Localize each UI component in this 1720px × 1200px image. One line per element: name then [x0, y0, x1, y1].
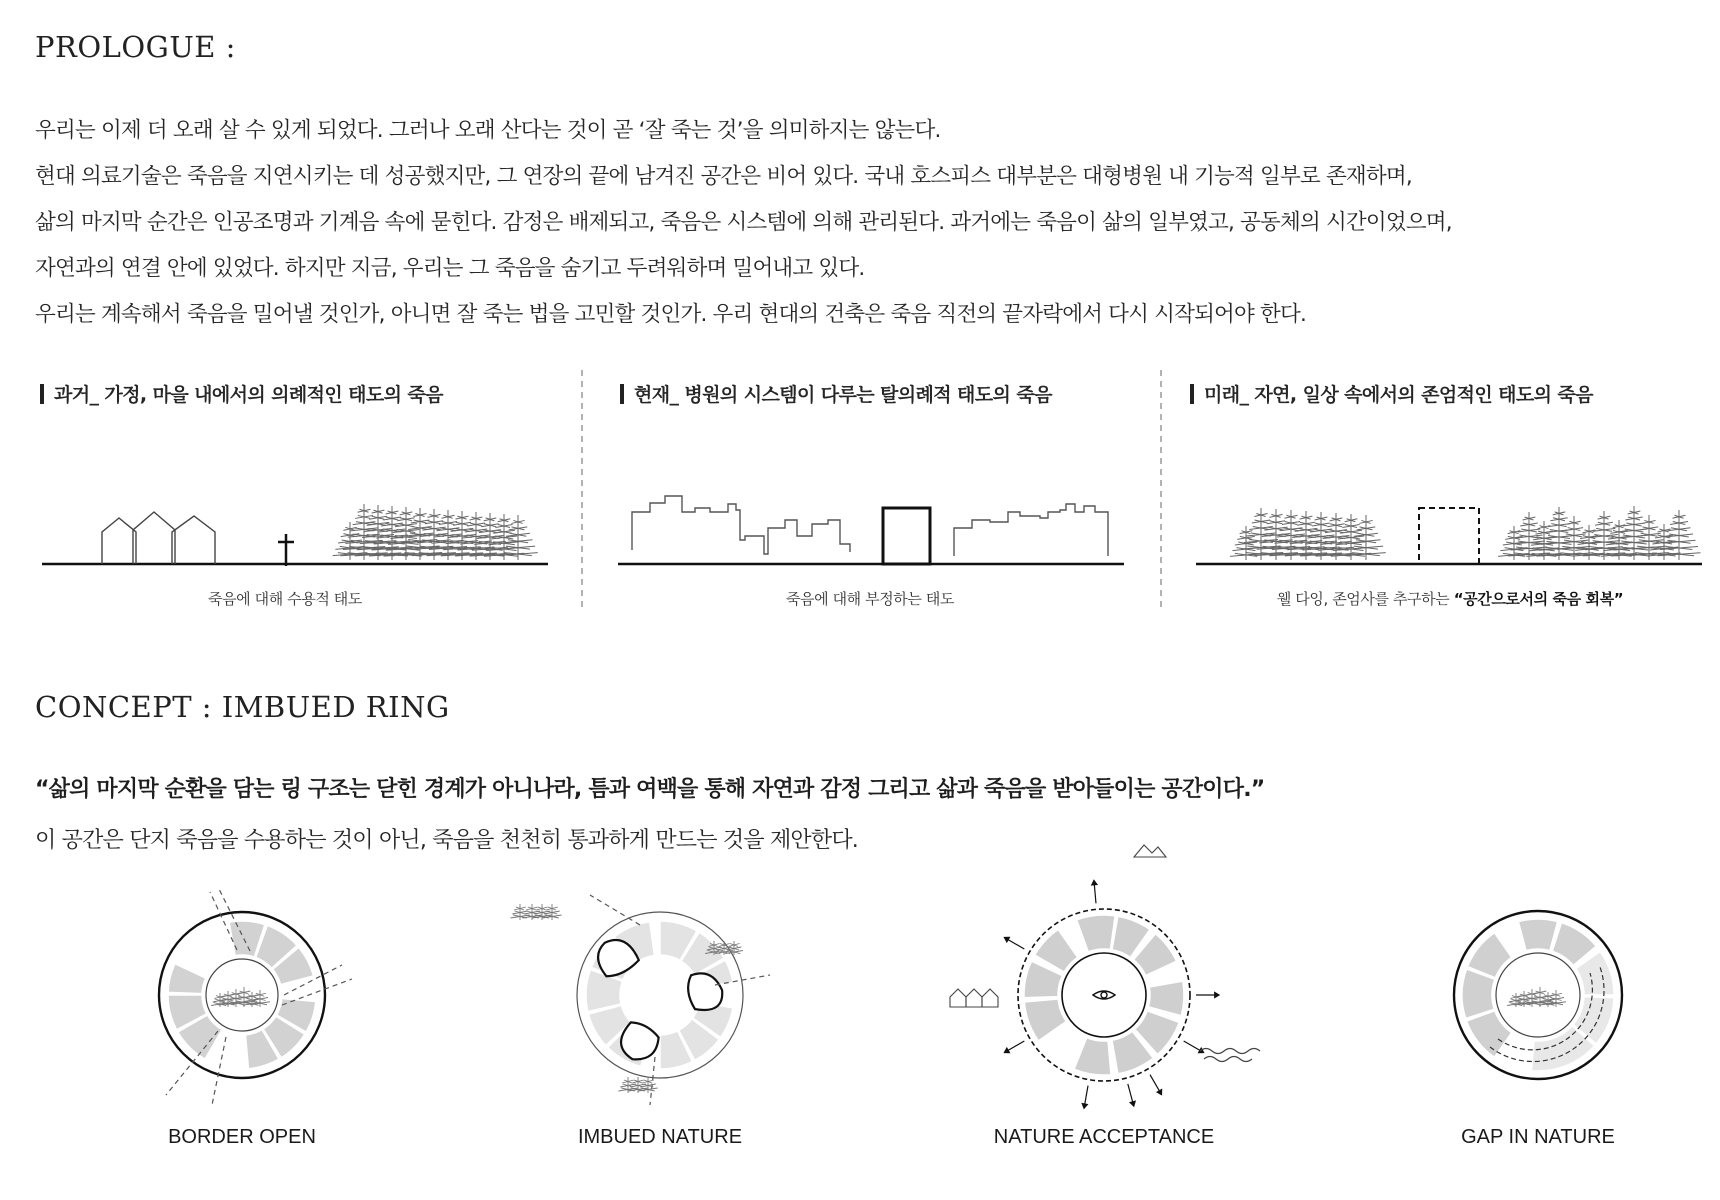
gap-in-nature-diagram [1454, 911, 1622, 1079]
panel-heading-text: 미래_ 자연, 일상 속에서의 존엄적인 태도의 죽음 [1204, 384, 1593, 406]
prologue-paragraph [35, 108, 1695, 338]
caption-text: 죽음에 대해 수용적 태도 [207, 590, 362, 608]
border-open-diagram [159, 887, 352, 1105]
concept-quote: “삶의 마지막 순환을 담는 링 구조는 닫힌 경계가 아니나라, 틈과 여백을 통해 자연과 감정 그리고 삶과 죽음을 받아들이는 공간이다.” [35, 777, 1265, 802]
caption-text: 웰 다잉, 존엄사를 추구하는 [1276, 590, 1454, 608]
prologue-line: 우리는 이제 더 오래 살 수 있게 되었다. 그러나 오래 산다는 것이 곧 ‘잘 죽는 것’을 의미하지는 않는다. [35, 118, 941, 143]
ring-label-nature-acceptance: NATURE ACCEPTANCE [993, 1126, 1215, 1148]
trees-icon [1230, 508, 1386, 560]
mountain-icon [1134, 845, 1166, 857]
panel-heading-text: 현재_ 병원의 시스템이 다루는 탈의례적 태도의 죽음 [634, 384, 1052, 406]
trees-icon [333, 504, 538, 560]
concept-subtext: 이 공간은 단지 죽음을 수용하는 것이 아닌, 죽음을 천천히 통과하게 만드는 것을 제안한다. [35, 828, 858, 853]
open-space-box [1419, 508, 1479, 564]
prologue-line: 현대 의료기술은 죽음을 지연시키는 데 성공했지만, 그 연장의 끝에 남겨진 공간은 비어 있다. 국내 호스피스 대부분은 대형병원 내 기능적 일부로 존재하며, [35, 164, 1412, 189]
waves-icon [1200, 1049, 1260, 1062]
imbued-nature-diagram [510, 895, 770, 1105]
nature-acceptance-diagram [950, 845, 1260, 1108]
ring-label-imbued-nature: IMBUED NATURE [577, 1126, 743, 1148]
city-skyline-icon [632, 496, 1108, 556]
cross-icon [278, 534, 294, 566]
panel-heading-text: 과거_ 가정, 마을 내에서의 의례적인 태도의 죽음 [54, 384, 443, 406]
prologue-line: 삶의 마지막 순간은 인공조명과 기계음 속에 묻힌다. 감정은 배제되고, 죽음은 시스템에 의해 관리된다. 과거에는 죽음이 삶의 일부였고, 공동체의 시간이었으며, [35, 210, 1452, 235]
timeline-illustrations [0, 360, 1720, 620]
panel-caption-future [1250, 588, 1650, 609]
caption-bold: “공간으로서의 죽음 회복” [1453, 590, 1624, 608]
houses-icon [950, 989, 998, 1007]
prologue-title: PROLOGUE : [35, 30, 236, 64]
prologue-line: 우리는 계속해서 죽음을 밀어낼 것인가, 아니면 잘 죽는 법을 고민할 것인가. 우리 현대의 건축은 죽음 직전의 끝자락에서 다시 시작되어야 한다. [35, 302, 1306, 327]
houses-icon [102, 512, 215, 564]
ring-diagrams [0, 860, 1720, 1200]
caption-text: 죽음에 대해 부정하는 태도 [785, 590, 955, 608]
panel-caption-present [750, 588, 990, 609]
panel-caption-past [170, 588, 400, 609]
ring-label-border-open: BORDER OPEN [168, 1126, 316, 1148]
ring-label-gap-in-nature: GAP IN NATURE [1461, 1126, 1615, 1148]
hospital-box [883, 508, 930, 564]
concept-title: CONCEPT : IMBUED RING [35, 690, 450, 724]
trees-icon [1498, 506, 1700, 560]
prologue-line: 자연과의 연결 안에 있었다. 하지만 지금, 우리는 그 죽음을 숨기고 두려워하며 밀어내고 있다. [35, 256, 865, 281]
